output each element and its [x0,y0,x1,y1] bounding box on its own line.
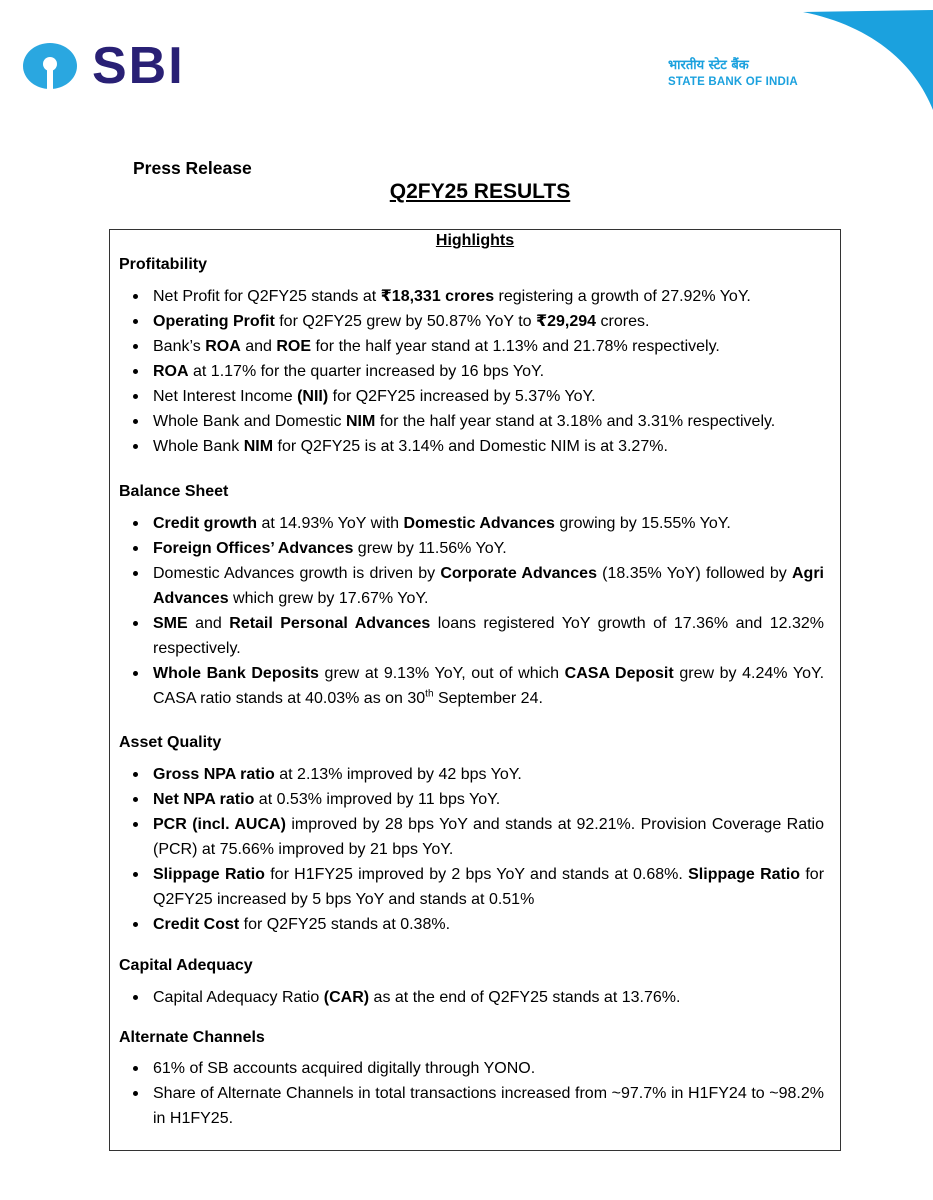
bold-term: NIM [243,438,274,455]
bold-term: NIM [345,413,376,430]
bold-term: Whole Bank Deposits [153,665,319,682]
document-title: Q2FY25 RESULTS [389,180,571,203]
bold-term: Operating Profit [153,313,275,330]
bold-term: Agri Advances [153,565,824,607]
bold-term: ROA [153,363,189,380]
bold-term: Domestic Advances [403,515,555,532]
bold-term: Slippage Ratio [688,866,801,883]
bullet-item: PCR (incl. AUCA) improved by 28 bps YoY and stands at 92.21%. Provision Coverage Ratio (PCR) at 75.66% improved by 21 bps YoY. [153,812,824,862]
bold-term: Corporate Advances [440,565,597,582]
highlights-box [109,229,841,1151]
bullet-item: Domestic Advances growth is driven by Corporate Advances (18.35% YoY) followed by Agri Advances which grew by 17.67% YoY. [153,561,824,611]
bold-term: Foreign Offices’ Advances [153,540,354,557]
bullet-item: Whole Bank and Domestic NIM for the half year stand at 3.18% and 3.31% respectively. [153,409,824,434]
bank-name-hindi: भारतीय स्टेट बैंक [668,58,749,73]
bullet-item: ROA at 1.17% for the quarter increased by 16 bps YoY. [153,359,824,384]
bold-term: Credit Cost [153,916,240,933]
section-heading: Asset Quality [119,734,222,751]
bullet-item: SME and Retail Personal Advances loans registered YoY growth of 17.36% and 12.32% respectively. [153,611,824,661]
bold-term: Slippage Ratio [153,866,265,883]
section-heading: Profitability [119,256,208,273]
section-heading: Alternate Channels [119,1029,265,1046]
bullet-item: Gross NPA ratio at 2.13% improved by 42 bps YoY. [153,762,824,787]
bold-term: (CAR) [323,989,370,1006]
logo-text: SBI [92,37,185,95]
highlights-heading: Highlights [435,232,515,249]
superscript: th [425,688,434,700]
bold-term: ROE [276,338,312,355]
bullet-item: Foreign Offices’ Advances grew by 11.56% YoY. [153,536,824,561]
bullet-item: Credit Cost for Q2FY25 stands at 0.38%. [153,912,824,937]
bold-term: CASA Deposit [564,665,674,682]
bullet-item: Net Profit for Q2FY25 stands at ₹18,331 crores registering a growth of 27.92% YoY. [153,284,824,309]
bold-term: Net NPA ratio [153,791,255,808]
bold-term: ₹18,331 crores [380,288,495,305]
sbi-logo [20,37,185,95]
bullet-item: Slippage Ratio for H1FY25 improved by 2 bps YoY and stands at 0.68%. Slippage Ratio for Q2FY25 increased by 5 bps YoY and stands at 0.51% [153,862,824,912]
bullet-item: Credit growth at 14.93% YoY with Domestic Advances growing by 15.55% YoY. [153,511,824,536]
bold-term: SME [153,615,188,632]
bullet-item: Capital Adequacy Ratio (CAR) as at the end of Q2FY25 stands at 13.76%. [153,985,824,1010]
bold-term: (NII) [297,388,329,405]
press-release-label: Press Release [133,158,252,178]
bullet-item: Net Interest Income (NII) for Q2FY25 increased by 5.37% YoY. [153,384,824,409]
bullet-item: Share of Alternate Channels in total transactions increased from ~97.7% in H1FY24 to ~98.2% in H1FY25. [153,1081,824,1131]
section-heading: Capital Adequacy [119,957,253,974]
bullet-item: Whole Bank Deposits grew at 9.13% YoY, out of which CASA Deposit grew by 4.24% YoY. CASA ratio stands at 40.03% as on 30th September 24. [153,661,824,711]
bullet-item: 61% of SB accounts acquired digitally through YONO. [153,1056,824,1081]
bullet-item: Bank’s ROA and ROE for the half year stand at 1.13% and 21.78% respectively. [153,334,824,359]
bullet-item: Operating Profit for Q2FY25 grew by 50.87% YoY to ₹29,294 crores. [153,309,824,334]
section-heading: Balance Sheet [119,483,229,500]
bullet-item: Whole Bank NIM for Q2FY25 is at 3.14% and Domestic NIM is at 3.27%. [153,434,824,459]
bold-term: ROA [205,338,241,355]
bank-name-english: STATE BANK OF INDIA [668,76,798,88]
bullet-item: Net NPA ratio at 0.53% improved by 11 bps YoY. [153,787,824,812]
sbi-keyhole-icon [20,40,80,92]
bold-term: PCR (incl. AUCA) [153,816,286,833]
bold-term: Credit growth [153,515,257,532]
corner-swoosh-graphic [773,0,933,110]
bold-term: Retail Personal Advances [229,615,431,632]
bold-term: ₹29,294 [535,313,597,330]
bold-term: Gross NPA ratio [153,766,275,783]
